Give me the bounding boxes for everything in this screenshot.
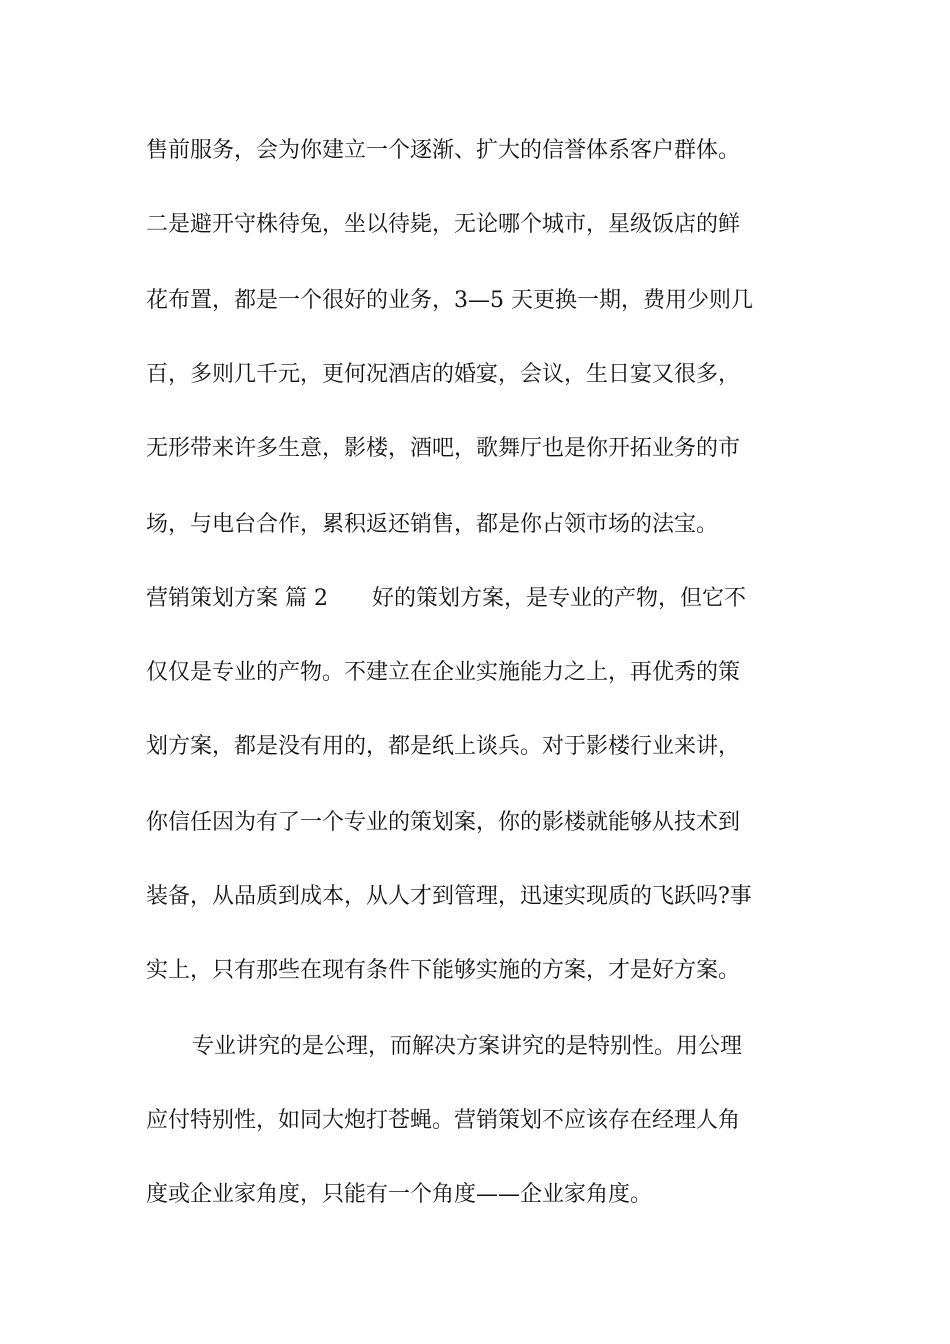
- text-line: 仅仅是专业的产物。不建立在企业实施能力之上，再优秀的策: [146, 660, 741, 685]
- text-line: 百，多则几千元，更何况酒店的婚宴，会议，生日宴又很多，: [146, 362, 741, 387]
- text-line: 你信任因为有了一个专业的策划案，你的影楼就能够从技术到: [146, 810, 741, 835]
- text-line: 售前服务，会为你建立一个逐渐、扩大的信誉体系客户群体。: [146, 138, 741, 163]
- text-line: 应付特别性，如同大炮打苍蝇。营销策划不应该存在经理人角: [146, 1108, 741, 1133]
- text-line: 花布置，都是一个很好的业务，3—5 天更换一期，费用少则几: [146, 288, 753, 313]
- text-line: 度或企业家角度，只能有一个角度——企业家角度。: [146, 1182, 653, 1207]
- text-line: 二是避开守株待兔，坐以待毙，无论哪个城市，星级饭店的鲜: [146, 212, 741, 237]
- text-line: 划方案，都是没有用的，都是纸上谈兵。对于影楼行业来讲，: [146, 734, 741, 759]
- text-line: 实上，只有那些在现有条件下能够实施的方案，才是好方案。: [146, 958, 741, 983]
- paragraph-start-line: 专业讲究的是公理，而解决方案讲究的是特别性。用公理: [192, 1034, 743, 1059]
- text-line: 装备，从品质到成本，从人才到管理，迅速实现质的飞跃吗?事: [146, 884, 752, 909]
- text-line: 场，与电台合作，累积返还销售，都是你占领市场的法宝。: [146, 512, 719, 537]
- text-line: 无形带来许多生意，影楼，酒吧，歌舞厅也是你开拓业务的市: [146, 436, 741, 461]
- section-heading-line: 营销策划方案 篇 2 好的策划方案，是专业的产物，但它不: [146, 586, 746, 611]
